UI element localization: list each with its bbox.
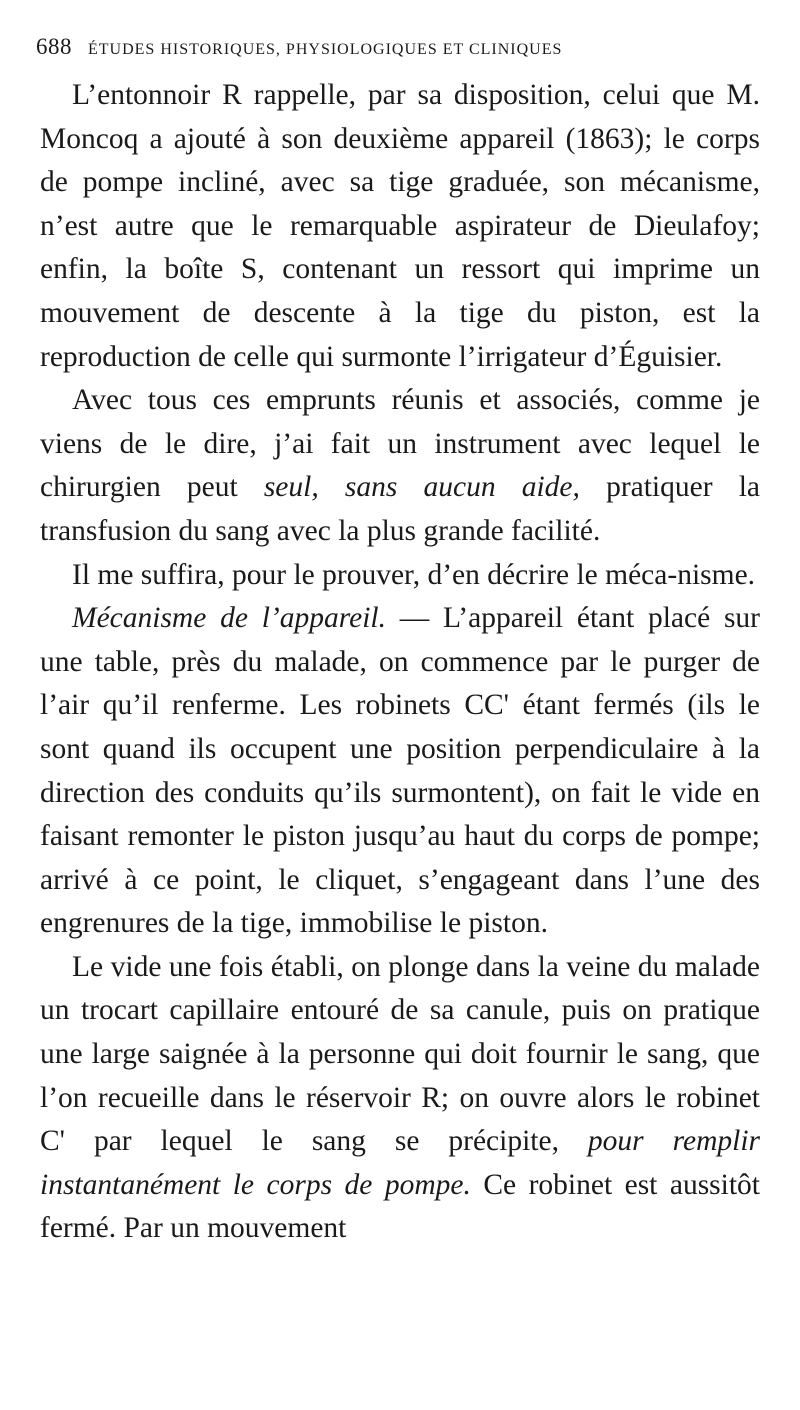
body-text — [40, 74, 760, 1251]
paragraph-vide: Le vide une fois établi, on plonge dans la veine du malade un trocart capillaire entouré de sa canule, puis on pratique une large saignée à la personne qui doit fournir le sang, que l’on recueille dans le réservoir R; on ouvre alors le robinet C' par lequel le sang se précipite, pour remplir instantanément le corps de pompe. Ce robinet est aussitôt fermé. Par un mouvement — [40, 950, 760, 1245]
paragraph-emprunts: Avec tous ces emprunts réunis et associés, comme je viens de le dire, j’ai fait un instrument avec lequel le chirurgien peut seul, sans aucun aide, pratiquer la transfusion du sang avec la plus grande facilité. — [40, 384, 760, 547]
paragraph-mecanisme: Mécanisme de l’appareil. — L’appareil étant placé sur une table, près du malade, on commence par le purger de l’air qu’il renferme. Les robinets CC' étant fermés (ils le sont quand ils occupent une position perpendiculaire à la direction des conduits qu’ils surmontent), on fait le vide en faisant remonter le piston jusqu’au haut du corps de pompe; arrivé à ce point, le cliquet, s’engageant dans l’une des engrenures de la tige, immobilise le piston. — [40, 602, 760, 940]
page-number: 688 — [36, 34, 72, 59]
running-header — [36, 34, 760, 74]
emphasis-remplir-corps-de-pompe: pour remplir instantanément le corps de pompe. — [40, 1125, 760, 1201]
emphasis-seul-sans-aide: seul, sans aucun aide, — [263, 471, 580, 504]
paragraph-suffira: Il me suffira, pour le prouver, d’en décrire le méca-nisme. — [72, 558, 756, 591]
running-title: ÉTUDES HISTORIQUES, PHYSIOLOGIQUES ET CLINIQUES — [88, 41, 563, 58]
paragraph-entonnoir: L’entonnoir R rappelle, par sa disposition, celui que M. Moncoq a ajouté à son deuxième appareil (1863); le corps de pompe incliné, avec sa tige graduée, son mécanisme, n’est autre que le remarquable aspirateur de Dieulafoy; enfin, la boîte S, contenant un ressort qui imprime un mouvement de descente à la tige du piston, est la reproduction de celle qui surmonte l’irrigateur d’Éguisier. — [40, 79, 760, 373]
section-heading-mecanisme: Mécanisme de l’appareil. — [72, 602, 386, 635]
